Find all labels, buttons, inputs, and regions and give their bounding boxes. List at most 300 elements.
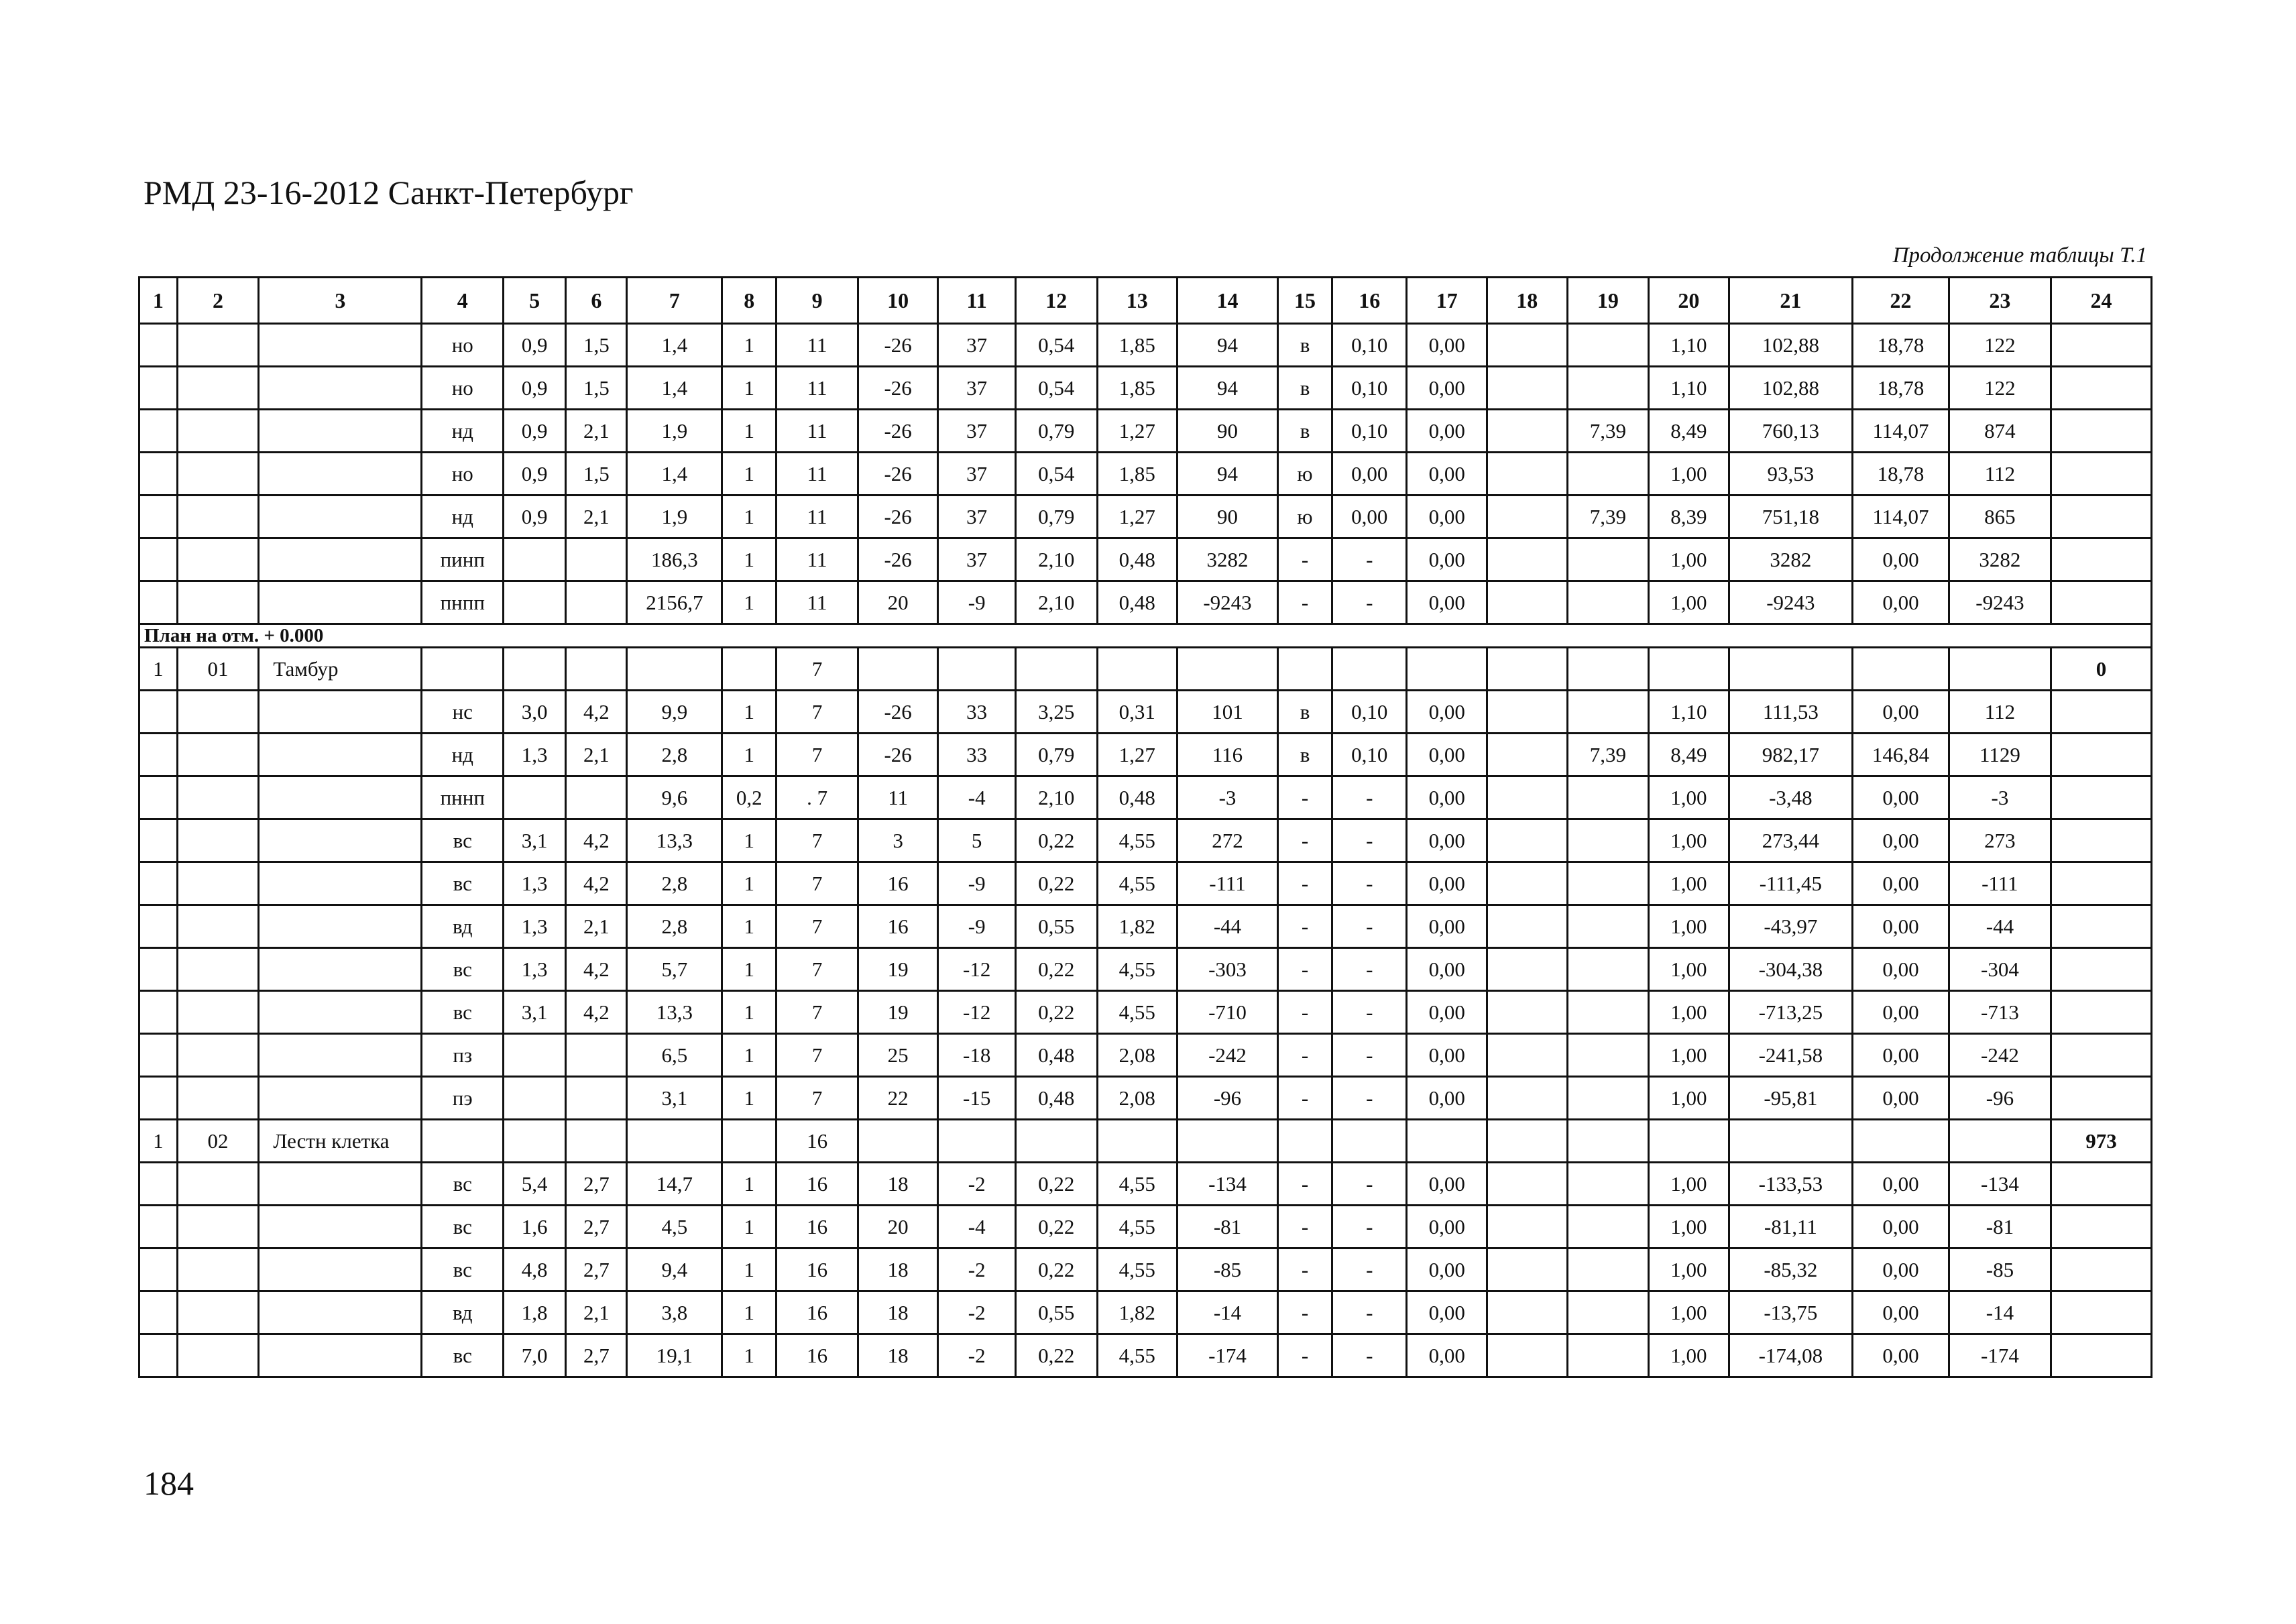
- table-cell: [1567, 776, 1649, 819]
- table-cell: 2,10: [1015, 538, 1097, 581]
- table-cell: [1567, 1334, 1649, 1377]
- table-cell: [177, 819, 259, 862]
- table-cell: -12: [938, 991, 1016, 1034]
- table-cell: -26: [858, 410, 938, 453]
- column-number-cell: 1: [139, 278, 178, 324]
- table-cell: 4,2: [566, 819, 627, 862]
- table-cell: 37: [938, 453, 1016, 496]
- table-cell: -81: [1949, 1206, 2051, 1249]
- table-cell: 4,55: [1097, 991, 1178, 1034]
- table-cell: 0,00: [1853, 1291, 1949, 1334]
- table-cell: -9: [938, 862, 1016, 905]
- table-cell: 3,0: [504, 691, 566, 734]
- table-cell: 1,00: [1649, 776, 1729, 819]
- table-cell: 0,10: [1332, 410, 1407, 453]
- table-cell: 0,00: [1407, 1206, 1487, 1249]
- table-cell: 18,78: [1853, 453, 1949, 496]
- table-cell: 37: [938, 367, 1016, 410]
- table-cell: [139, 324, 178, 367]
- table-cell: [1949, 1120, 2051, 1163]
- table-row: [139, 1334, 2152, 1377]
- table-cell: 8,49: [1649, 410, 1729, 453]
- table-cell: -9243: [1949, 581, 2051, 624]
- table-cell: [1487, 1206, 1568, 1249]
- table-cell: 19,1: [627, 1334, 722, 1377]
- table-cell: -81: [1178, 1206, 1278, 1249]
- table-cell: 0,00: [1407, 453, 1487, 496]
- table-cell: 02: [177, 1120, 259, 1163]
- table-cell: 0,00: [1407, 1334, 1487, 1377]
- table-cell: 5,7: [627, 948, 722, 991]
- column-number-cell: 23: [1949, 278, 2051, 324]
- table-cell: 4,55: [1097, 862, 1178, 905]
- table-cell: 0,54: [1015, 367, 1097, 410]
- table-cell: 1: [722, 1334, 777, 1377]
- table-cell: 6,5: [627, 1034, 722, 1077]
- table-cell: [1487, 1334, 1568, 1377]
- table-cell: -14: [1178, 1291, 1278, 1334]
- table-cell: 1: [722, 1291, 777, 1334]
- table-cell: 4,55: [1097, 819, 1178, 862]
- table-cell: 760,13: [1729, 410, 1852, 453]
- table-cell: 0,9: [504, 453, 566, 496]
- table-cell: [1277, 648, 1332, 691]
- table-cell: -111,45: [1729, 862, 1852, 905]
- table-cell: -3: [1949, 776, 2051, 819]
- table-cell: 1,85: [1097, 367, 1178, 410]
- table-cell: [1567, 862, 1649, 905]
- table-cell: 9,9: [627, 691, 722, 734]
- table-cell: 4,2: [566, 991, 627, 1034]
- table-cell: 4,55: [1097, 948, 1178, 991]
- table-cell: -241,58: [1729, 1034, 1852, 1077]
- table-cell: 18: [858, 1249, 938, 1291]
- table-cell: -26: [858, 691, 938, 734]
- table-cell: [177, 581, 259, 624]
- table-cell: 2,08: [1097, 1077, 1178, 1120]
- table-cell: [259, 691, 422, 734]
- table-cell: -: [1277, 1034, 1332, 1077]
- table-cell: -26: [858, 367, 938, 410]
- table-cell: -303: [1178, 948, 1278, 991]
- table-row: [139, 453, 2152, 496]
- table-cell: 16: [777, 1206, 858, 1249]
- table-cell: 11: [777, 581, 858, 624]
- table-cell: 0,00: [1853, 1206, 1949, 1249]
- table-cell: 7: [777, 1034, 858, 1077]
- table-cell: [2051, 691, 2151, 734]
- table-cell: [1277, 1120, 1332, 1163]
- table-cell: -14: [1949, 1291, 2051, 1334]
- table-cell: пинп: [422, 538, 504, 581]
- table-cell: [139, 496, 178, 538]
- table-cell: 0,00: [1407, 367, 1487, 410]
- table-cell: 1,10: [1649, 691, 1729, 734]
- table-cell: [566, 1034, 627, 1077]
- table-cell: -: [1332, 1163, 1407, 1206]
- table-cell: -: [1332, 1249, 1407, 1291]
- table-cell: [259, 324, 422, 367]
- table-cell: [1487, 538, 1568, 581]
- table-cell: 4,5: [627, 1206, 722, 1249]
- table-row: [139, 776, 2152, 819]
- table-cell: 0,22: [1015, 1334, 1097, 1377]
- table-cell: [259, 1034, 422, 1077]
- table-cell: [1487, 948, 1568, 991]
- table-cell: 0,22: [1015, 1163, 1097, 1206]
- table-cell: [259, 776, 422, 819]
- table-cell: [566, 538, 627, 581]
- table-cell: 2,7: [566, 1334, 627, 1377]
- table-cell: 5,4: [504, 1163, 566, 1206]
- table-cell: 16: [777, 1291, 858, 1334]
- column-number-cell: 9: [777, 278, 858, 324]
- table-cell: [139, 1334, 178, 1377]
- table-cell: 0: [2051, 648, 2151, 691]
- table-cell: 0,54: [1015, 453, 1097, 496]
- table-cell: [259, 1334, 422, 1377]
- table-cell: -174,08: [1729, 1334, 1852, 1377]
- table-cell: 1: [722, 1163, 777, 1206]
- table-cell: [259, 1163, 422, 1206]
- table-cell: [139, 948, 178, 991]
- table-cell: [1949, 648, 2051, 691]
- table-cell: -304: [1949, 948, 2051, 991]
- heat-loss-table-wrapper: [138, 276, 2152, 1378]
- table-cell: [259, 734, 422, 776]
- table-cell: 0,79: [1015, 734, 1097, 776]
- table-cell: [2051, 1034, 2151, 1077]
- table-cell: 0,55: [1015, 905, 1097, 948]
- table-cell: вс: [422, 1206, 504, 1249]
- table-cell: -12: [938, 948, 1016, 991]
- table-cell: 1,10: [1649, 324, 1729, 367]
- table-cell: 0,9: [504, 496, 566, 538]
- table-cell: 2,10: [1015, 776, 1097, 819]
- table-cell: 0,00: [1853, 1034, 1949, 1077]
- column-number-cell: 11: [938, 278, 1016, 324]
- table-cell: -: [1332, 862, 1407, 905]
- table-row: [139, 1034, 2152, 1077]
- table-cell: 0,10: [1332, 691, 1407, 734]
- table-cell: пнпп: [422, 581, 504, 624]
- table-cell: 0,22: [1015, 1206, 1097, 1249]
- table-cell: 1: [722, 819, 777, 862]
- table-cell: 1,3: [504, 905, 566, 948]
- table-cell: 0,00: [1407, 496, 1487, 538]
- table-cell: -18: [938, 1034, 1016, 1077]
- table-cell: [1487, 862, 1568, 905]
- table-cell: [2051, 1291, 2151, 1334]
- table-cell: [177, 496, 259, 538]
- table-row: [139, 1163, 2152, 1206]
- table-cell: [259, 1291, 422, 1334]
- table-cell: -: [1277, 1334, 1332, 1377]
- table-cell: [1487, 1034, 1568, 1077]
- column-number-cell: 7: [627, 278, 722, 324]
- table-cell: [139, 1034, 178, 1077]
- table-cell: 0,00: [1407, 1163, 1487, 1206]
- table-cell: 1: [722, 991, 777, 1034]
- table-cell: вс: [422, 862, 504, 905]
- table-cell: [1567, 1291, 1649, 1334]
- table-cell: 4,55: [1097, 1206, 1178, 1249]
- table-cell: 0,00: [1407, 948, 1487, 991]
- table-cell: 0,00: [1853, 948, 1949, 991]
- table-cell: -: [1332, 1291, 1407, 1334]
- table-cell: 1: [139, 648, 178, 691]
- table-cell: 11: [777, 367, 858, 410]
- table-cell: 2,7: [566, 1206, 627, 1249]
- table-cell: 112: [1949, 453, 2051, 496]
- table-cell: 7: [777, 948, 858, 991]
- table-cell: 1,4: [627, 453, 722, 496]
- table-cell: 0,00: [1407, 691, 1487, 734]
- table-cell: 1,9: [627, 410, 722, 453]
- table-cell: 3: [858, 819, 938, 862]
- table-cell: [1729, 1120, 1852, 1163]
- table-cell: нс: [422, 691, 504, 734]
- table-cell: 2,1: [566, 905, 627, 948]
- table-cell: [1487, 819, 1568, 862]
- table-cell: 0,79: [1015, 410, 1097, 453]
- table-cell: -2: [938, 1334, 1016, 1377]
- table-cell: 0,22: [1015, 948, 1097, 991]
- table-cell: 0,48: [1097, 581, 1178, 624]
- table-cell: 1,00: [1649, 1249, 1729, 1291]
- table-cell: [1567, 1206, 1649, 1249]
- column-number-cell: 3: [259, 278, 422, 324]
- table-cell: 1,00: [1649, 1034, 1729, 1077]
- table-cell: 0,48: [1097, 538, 1178, 581]
- column-number-cell: 5: [504, 278, 566, 324]
- table-row: [139, 948, 2152, 991]
- table-cell: ю: [1277, 496, 1332, 538]
- table-cell: [177, 453, 259, 496]
- table-cell: 11: [777, 324, 858, 367]
- table-cell: 1,00: [1649, 453, 1729, 496]
- table-cell: [1487, 410, 1568, 453]
- table-cell: 11: [777, 538, 858, 581]
- table-cell: 0,48: [1015, 1034, 1097, 1077]
- table-cell: [259, 538, 422, 581]
- column-number-cell: 2: [177, 278, 259, 324]
- table-cell: 0,10: [1332, 367, 1407, 410]
- table-cell: 1,85: [1097, 453, 1178, 496]
- table-cell: 1,00: [1649, 991, 1729, 1034]
- table-cell: 0,54: [1015, 324, 1097, 367]
- table-cell: 111,53: [1729, 691, 1852, 734]
- table-row: [139, 410, 2152, 453]
- table-cell: [1649, 648, 1729, 691]
- table-cell: [1097, 648, 1178, 691]
- table-cell: 3282: [1949, 538, 2051, 581]
- table-cell: [259, 991, 422, 1034]
- table-cell: [2051, 819, 2151, 862]
- table-cell: в: [1277, 324, 1332, 367]
- table-cell: 90: [1178, 496, 1278, 538]
- table-cell: [139, 862, 178, 905]
- table-cell: 0,00: [1853, 691, 1949, 734]
- table-cell: [177, 1034, 259, 1077]
- table-cell: [139, 1249, 178, 1291]
- table-cell: [858, 648, 938, 691]
- table-cell: [177, 410, 259, 453]
- table-cell: 3,8: [627, 1291, 722, 1334]
- table-cell: вд: [422, 1291, 504, 1334]
- table-cell: 16: [777, 1163, 858, 1206]
- table-cell: -43,97: [1729, 905, 1852, 948]
- table-row: [139, 324, 2152, 367]
- table-cell: [259, 410, 422, 453]
- table-cell: 2,1: [566, 1291, 627, 1334]
- table-cell: -: [1277, 905, 1332, 948]
- table-cell: 2,7: [566, 1249, 627, 1291]
- table-cell: -26: [858, 324, 938, 367]
- table-cell: [1487, 1077, 1568, 1120]
- table-cell: 1: [722, 948, 777, 991]
- table-cell: -13,75: [1729, 1291, 1852, 1334]
- table-cell: 0,00: [1853, 538, 1949, 581]
- table-cell: [1487, 734, 1568, 776]
- table-cell: [1487, 453, 1568, 496]
- table-cell: 37: [938, 410, 1016, 453]
- table-cell: 16: [777, 1334, 858, 1377]
- table-cell: 0,00: [1407, 410, 1487, 453]
- table-cell: но: [422, 324, 504, 367]
- table-cell: [177, 324, 259, 367]
- table-cell: 1,3: [504, 948, 566, 991]
- table-cell: 0,00: [1853, 776, 1949, 819]
- table-cell: 102,88: [1729, 324, 1852, 367]
- table-cell: 7,0: [504, 1334, 566, 1377]
- table-cell: 2,10: [1015, 581, 1097, 624]
- table-cell: -85: [1178, 1249, 1278, 1291]
- table-cell: 0,9: [504, 367, 566, 410]
- table-cell: 11: [777, 496, 858, 538]
- table-cell: [1015, 1120, 1097, 1163]
- table-cell: нд: [422, 734, 504, 776]
- table-cell: 22: [858, 1077, 938, 1120]
- table-cell: [177, 691, 259, 734]
- table-cell: 18: [858, 1334, 938, 1377]
- table-cell: [1567, 324, 1649, 367]
- table-cell: [1567, 648, 1649, 691]
- table-cell: 1,00: [1649, 538, 1729, 581]
- table-cell: 0,00: [1853, 862, 1949, 905]
- table-cell: -: [1332, 948, 1407, 991]
- table-cell: [2051, 948, 2151, 991]
- table-cell: 2,1: [566, 734, 627, 776]
- table-cell: 1: [722, 581, 777, 624]
- table-cell: 0,00: [1853, 819, 1949, 862]
- table-cell: 1,00: [1649, 1291, 1729, 1334]
- table-cell: -9243: [1178, 581, 1278, 624]
- table-cell: -: [1332, 905, 1407, 948]
- table-cell: 102,88: [1729, 367, 1852, 410]
- table-cell: 0,00: [1407, 581, 1487, 624]
- table-cell: 3,1: [504, 991, 566, 1034]
- table-cell: 1: [722, 410, 777, 453]
- column-number-cell: 20: [1649, 278, 1729, 324]
- table-cell: [139, 905, 178, 948]
- table-cell: в: [1277, 734, 1332, 776]
- table-cell: 7: [777, 991, 858, 1034]
- table-cell: 0,00: [1407, 905, 1487, 948]
- table-cell: 116: [1178, 734, 1278, 776]
- table-row: [139, 367, 2152, 410]
- table-cell: -304,38: [1729, 948, 1852, 991]
- table-cell: [1567, 581, 1649, 624]
- table-cell: 1129: [1949, 734, 2051, 776]
- table-cell: 0,00: [1407, 1291, 1487, 1334]
- table-cell: 0,48: [1097, 776, 1178, 819]
- table-cell: 11: [858, 776, 938, 819]
- table-cell: 0,10: [1332, 734, 1407, 776]
- table-cell: -: [1332, 1077, 1407, 1120]
- table-cell: [177, 991, 259, 1034]
- table-cell: 1: [722, 367, 777, 410]
- table-cell: [722, 1120, 777, 1163]
- table-cell: Тамбур: [259, 648, 422, 691]
- table-row: [139, 991, 2152, 1034]
- table-cell: 0,00: [1853, 1249, 1949, 1291]
- table-cell: -4: [938, 776, 1016, 819]
- table-cell: -96: [1949, 1077, 2051, 1120]
- table-cell: -44: [1949, 905, 2051, 948]
- table-cell: [2051, 734, 2151, 776]
- table-cell: 0,00: [1332, 453, 1407, 496]
- column-number-cell: 15: [1277, 278, 1332, 324]
- table-cell: [1567, 538, 1649, 581]
- table-cell: [259, 367, 422, 410]
- table-cell: 7: [777, 862, 858, 905]
- table-cell: [566, 581, 627, 624]
- table-cell: [259, 581, 422, 624]
- table-cell: [177, 367, 259, 410]
- table-cell: 0,79: [1015, 496, 1097, 538]
- table-row: [139, 1206, 2152, 1249]
- table-cell: 1: [722, 1206, 777, 1249]
- table-cell: [858, 1120, 938, 1163]
- table-cell: 93,53: [1729, 453, 1852, 496]
- table-cell: [1567, 453, 1649, 496]
- table-cell: [259, 862, 422, 905]
- table-cell: [1567, 991, 1649, 1034]
- table-cell: [1407, 1120, 1487, 1163]
- table-cell: 1,9: [627, 496, 722, 538]
- table-cell: [504, 538, 566, 581]
- table-cell: 0,22: [1015, 862, 1097, 905]
- table-cell: [177, 1249, 259, 1291]
- table-cell: нд: [422, 496, 504, 538]
- table-row: [139, 1077, 2152, 1120]
- table-cell: но: [422, 367, 504, 410]
- table-cell: 37: [938, 496, 1016, 538]
- table-cell: в: [1277, 691, 1332, 734]
- column-number-cell: 8: [722, 278, 777, 324]
- table-cell: 0,31: [1097, 691, 1178, 734]
- table-cell: но: [422, 453, 504, 496]
- table-cell: 1,5: [566, 367, 627, 410]
- table-cell: 3282: [1729, 538, 1852, 581]
- table-cell: 186,3: [627, 538, 722, 581]
- table-cell: -: [1277, 1163, 1332, 1206]
- table-cell: -713,25: [1729, 991, 1852, 1034]
- table-cell: 273,44: [1729, 819, 1852, 862]
- room-row: [139, 648, 2152, 691]
- table-cell: [1487, 1249, 1568, 1291]
